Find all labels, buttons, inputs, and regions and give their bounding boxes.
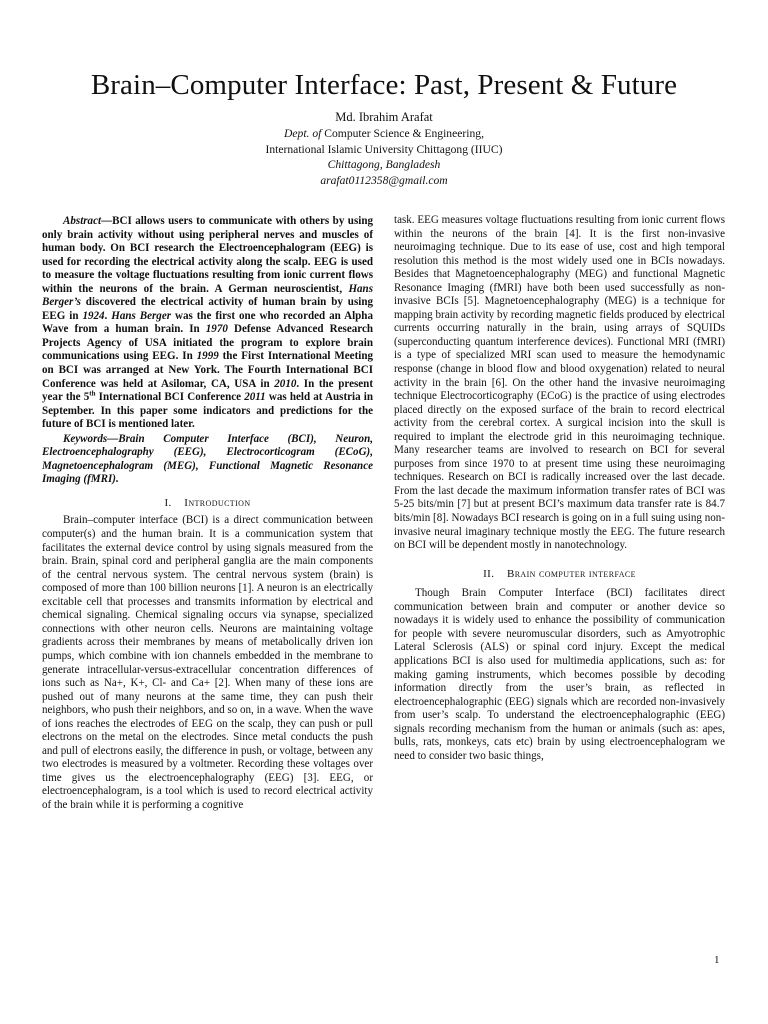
- continuation-paragraph: task. EEG measures voltage fluctuations resulting from ionic current flows within the neurons of the brain [4]. It is the first non-invasive neuroimaging technique. Due to its ease of use, cost and high temporal resolution this method is the most widely used one in BCIs nowadays. Besides that Magnetoencephalography (MEG) and functional Magnetic Resonance Imaging (fMRI) have both been used successfully as non-invasive BCIs [5]. Magnetoencephalography (MEG) is a technique for mapping brain activity by recording magnetic fields produced by electrical currents occurring naturally in the brain, using arrays of SQUIDs (superconducting quantum interference devices). Functional MRI (fMRI) is a type of specialized MRI scan used to measure the hemodynamic response (change in blood flow and blood oxygenation) related to neural activity in the brain [6]. On the other hand the invasive neuroimaging technique Electrocorticography (ECoG) is the practice of using electrodes placed directly on the exposed surface of the brain to record electrical activity from the cerebral cortex. A surgical incision into the skull is required to implant the electrode grid in this neuroimaging technique. Many researcher teams are involved to research on BCI for several purposes from since 1970 to at present time using these neuroimaging techniques. Research on BCI is radically increased over the last decade. From the last decade the maximum information transfer rates of BCI was 5-25 bits/min [7] but at present BCI’s maximum data transfer rate is 84.7 bits/min [8]. Nowadays BCI research is going on in a full suing using non-invasive neural imaginary technique mostly the EEG. The future research on BCI will be dependent mostly in nanotechnology.: [394, 214, 725, 552]
- page-number: 1: [714, 954, 720, 966]
- section-heading-introduction: I. Introduction: [164, 496, 251, 509]
- author-location: Chittagong, Bangladesh: [327, 158, 441, 172]
- introduction-paragraph: Brain–computer interface (BCI) is a direct communication between computer(s) and the human brain. It is a communication system that facilitates the external device control by using signals measured from the brain. Brain, spinal cord and peripheral ganglia are the main components of the central nervous system. The central nervous system (brain) is composed of more than 100 billion neurons [1]. A neuron is an electrically excitable cell that processes and transmits information by electrical and chemical signaling. Chemical signaling occurs via synapse, specialized connections with other neuron cells. Neurons are maintaining voltage gradients across their membranes by means of metabolically driven ion pumps, which combine with ion channels embedded in the membrane to generate intracellular-versus-extracellular concentration differences of ions such as Na+, K+, Cl- and Ca+ [2]. When many of these ions are pushed out of many neurons at the same time, they can push their neighbors, who push their neighbors, and so on, in a wave. When the wave of ions reaches the electrodes of EEG on the scalp, they can push or pull electrons on the metal on the electrodes. Since metal conducts the push and pull of electrons easily, the difference in push, or voltage, between any two electrodes is measured by a voltmeter. Recording these voltages over time gives us the electroencephalography (EEG) [3]. EEG, or electroencephalogram, is a tool which is used to record electrical activity of the brain while it is performing a cognitive: [42, 514, 373, 811]
- right-column: [394, 214, 725, 763]
- author-university: International Islamic University Chittagong (IIUC): [265, 142, 503, 156]
- keywords-paragraph: Keywords—Brain Computer Interface (BCI), Neuron, Electroencephalography (EEG), Electrocorticogram (ECoG), Magnetoencephalogram (MEG), Functional Magnetic Resonance Imaging (fMRI).: [42, 432, 373, 486]
- author-department: [0, 126, 768, 141]
- abstract-paragraph: Abstract—BCI allows users to communicate with others by using only brain activity without using peripheral nerves and muscles of human body. On BCI research the Electroencephalogram (EEG) is used for recording the electrical activity along the scalp. EEG is used to measure the voltage fluctuations resulting from ionic current flows within the neurons of the brain. A German neuroscientist, Hans Berger’s discovered the electrical activity of human brain by using EEG in 1924. Hans Berger was the first one who recorded an Alpha Wave from a human brain. In 1970 Defense Advanced Research Projects Agency of USA initiated the program to explore brain communications using EEG. In 1999 the First International Meeting on BCI was arranged at New York. The Fourth International BCI Conference was held at Asilomar, CA, USA in 2010. In the present year the 5th International BCI Conference 2011 was held at Austria in September. In this paper some indicators and predictions for the future of BCI is mentioned later.: [42, 215, 373, 431]
- left-column: [42, 215, 373, 813]
- author-block: [0, 110, 768, 188]
- dept-name: Computer Science & Engineering,: [321, 127, 484, 141]
- abstract-label: Abstract: [63, 215, 102, 227]
- author-name: Md. Ibrahim Arafat: [335, 110, 433, 124]
- bci-paragraph: Though Brain Computer Interface (BCI) facilitates direct communication between brain and computer or another device so nowadays it is widely used to enhance the possibility of communication for people with severe neuromuscular disorders, such as Amyotrophic Lateral Sclerosis (ALS) or spinal cord injury. Except the medical applications BCI is also used for multimedia applications, such as: for making gaming instruments, which becomes possible by decoding information directly from the user’s brain, as reflected in electroencephalographic (EEG) signals which are recorded non-invasively from user’s scalp. To understand the electroencephalographic (EEG) signals recording mechanism from the human or animals (such as: apes, bulls, rats, monkeys, cats etc) brain by using electroencephalogram we need to consider two basic things,: [394, 587, 725, 762]
- paper-title: Brain–Computer Interface: Past, Present & Future: [90, 69, 678, 101]
- dept-prefix: Dept. of: [284, 127, 322, 141]
- author-email: arafat0112358@gmail.com: [320, 173, 448, 187]
- section-heading-bci: II. Brain computer interface: [483, 567, 636, 580]
